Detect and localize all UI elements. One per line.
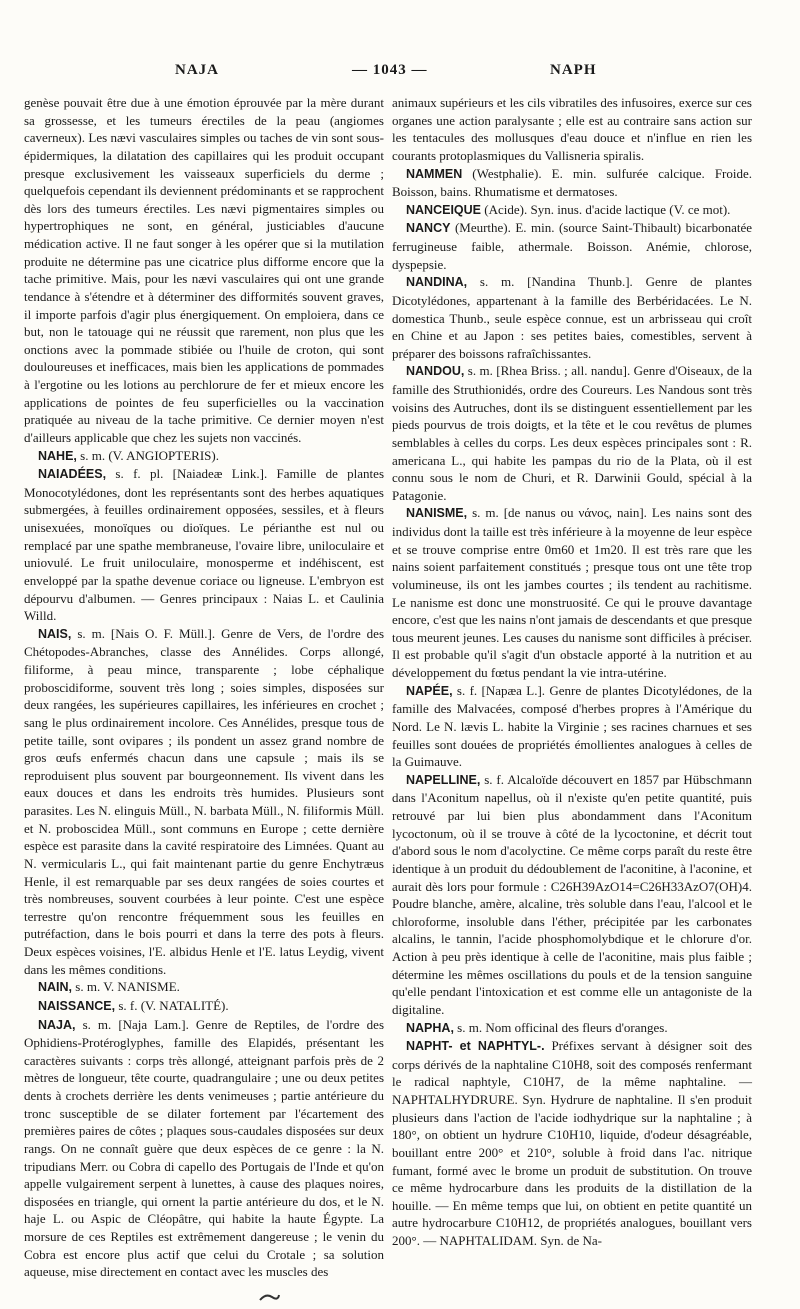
entry-headword: NANDOU,: [406, 364, 465, 379]
entry-headword: NAPELLINE,: [406, 772, 481, 787]
dictionary-entry: [24, 625, 384, 979]
running-header: [0, 62, 800, 84]
entry-text: s. f. Alcaloïde découvert en 1857 par Hübschmann dans l'Aconitum napellus, où il n'existe qu'en petite quantité, puis retrouvé par lui bien plus abondamment dans l'Aconitum lycoctonum, où il se trouve à côté de la lycoctonine, et décrit tout d'abord sous le nom d'acolyctine. Ce même corps paraît du reste être identique à un produit du dédoublement de l'aconitine, à l'aconine, et aurait dès lors pour formule : C26H39AzO14=C26H33AzO7(OH)4. Poudre blanche, amère, alcaline, très soluble dans l'eau, l'alcool et le chloroforme, insoluble dans l'éther, précipitée par les carbonates alcalins, le tannin, l'acide phosphomolybdique et le chlorure d'or. Action à peu près identique à celle de l'aconitine, mais plus faible ; détermine les mêmes oscillations du pouls et de la tension sanguine qu'elle pendant l'intoxication et est comme elle un antagoniste de la digitaline.: [392, 771, 752, 1017]
entry-headword: NAJA,: [38, 1017, 76, 1032]
header-left-word: NAJA: [175, 62, 219, 78]
dictionary-entry: [392, 362, 752, 504]
continued-paragraph: [24, 94, 384, 447]
entry-headword: NANCEIQUE: [406, 202, 482, 217]
entry-text: (Meurthe). E. min. (source Saint-Thibault) bicarbonatée ferrugineuse faible, athermale. Boisson. Anémie, chlorose, dyspepsie.: [392, 220, 753, 272]
entry-headword: NAPHA,: [406, 1020, 454, 1035]
entry-text: (Westphalie). E. min. sulfurée calcique. Froide. Boisson, bains. Rhumatisme et dermatoses.: [392, 165, 753, 200]
entry-text: s. f. (V. NATALITÉ).: [118, 997, 229, 1013]
left-column: [24, 94, 384, 1281]
entry-text: s. m. [Nandina Thunb.]. Genre de plantes Dicotylédones, appartenant à la famille des Berbéridacées. Le N. domestica Thunb., seule espèce connue, est un arbrisseau qui croît en Chine et au Japon : ses petites baies, comestibles, servent à préparer des boissons rafraîchissantes.: [392, 274, 752, 361]
entry-text: (Acide). Syn. inus. d'acide lactique (V. ce mot).: [484, 201, 731, 217]
entry-headword: NAISSANCE,: [38, 998, 116, 1013]
dictionary-entry: [24, 447, 384, 466]
entry-text: s. m. [Naja Lam.]. Genre de Reptiles, de l'ordre des Ophidiens-Protéroglyphes, famille des Elapidés, présentant les caractères suivants : corps très allongé, atteignant parfois près de 2 mètres de longueur, tête courte, quadrangulaire ; une ou deux petites dents à crochets derrière les dents venimeuses ; partie antérieure du tronc susceptible de se dilater fortement par l'écartement des premières paires de côtes ; plaques sous-caudales disposées sur deux rangs. On ne connaît guère que deux espèces de ce genre : la N. tripudians Merr. ou Cobra di capello des Portugais de l'Inde et qu'on appelle vulgairement serpent à lunettes, à cause des plaques noires, disposées en triangle, qui ornent la partie antérieure du dos, et le N. haje L. ou Aspic de Cléopâtre, qui habite la haute Égypte. La morsure de ces Reptiles est extrêmement dangereuse ; le venin du Cobra est encore plus actif que celui du Crotale ; sa solution aqueuse, mise directement en contact avec les muscles des: [24, 1016, 384, 1280]
entry-text: Préfixes servant à désigner soit des corps dérivés de la naphtaline C10H8, soit des composés renfermant le radical naphtyle, C10H7, de la même naphtaline. — NAPHTALHYDRURE. Syn. Hydrure de naphtaline. Il s'en produit plusieurs dans l'action de l'acide iodhydrique sur la naphtaline ; à 180°, on obtient un hydrure C10H10, liquide, d'odeur désagréable, bouillant entre 200° et 210°, soluble à froid dans l'ac. nitrique fumant, formé avec le brome un produit de substitution. On trouve ce même hydrocarbure dans les produits de la distillation de la houille. — En même temps que lui, on obtient en petite quantité un autre hydrocarbure C10H12, de propriétés analogues, bouillant vers 200°. — NAPHTALIDAM. Syn. de Na-: [392, 1038, 753, 1248]
dictionary-entry: [24, 978, 384, 997]
entry-headword: NAMMEN: [406, 166, 463, 181]
entry-text: s. m. [de nanus ou νάνος, nain]. Les nains sont des individus dont la taille est très inférieure à la moyenne de leur espèce et se trouve comprise entre 0m60 et 1m20. Il est très rare que les nains soient parfaitement constitués ; presque tous ont une tête trop volumineuse, ils ont les jambes courtes ; ils tendent au rachitisme. Le nanisme est donc une monstruosité. Ce qui le prouve davantage encore, c'est que les nains n'ont jamais de descendants et que presque tous meurent jeunes. Les causes du nanisme sont difficiles à préciser. Il est probable qu'il s'agit d'un obstacle apporté à la nutrition et au développement du fœtus pendant la vie intra-utérine.: [392, 505, 752, 680]
right-column: [392, 94, 752, 1250]
dictionary-entry: [392, 201, 752, 220]
entry-text: s. f. [Napæa L.]. Genre de plantes Dicotylédones, de la famille des Malvacées, composé d'herbes propres à l'Amérique du Nord. Le N. lævis L. habite la Virginie ; ses racines charnues et ses feuilles sont douées de propriétés émollientes analogues à celles de la Guimauve.: [392, 682, 753, 770]
entry-headword: NANCY: [406, 221, 451, 236]
entry-text: s. m. [Nais O. F. Müll.]. Genre de Vers, de l'ordre des Chétopodes-Abranches, classe des Annélides. Corps allongé, filiforme, à peau mince, transparente ; lobe céphalique proboscidiforme, souvent très long ; soies simples, disposées sur deux rangées, les supérieures capillaires, les inférieures en crochet ; sang le plus ordinairement incolore. Ces Annélides, presque tous de petite taille, sont ovipares ; ils pondent un assez grand nombre de gros œufs enfermés chacun dans une capsule ; mais ils se reproduisent plus souvent par bourgeonnement. Ils vivent dans les eaux douces et dans les endroits très humides. Plusieurs sont parasites. Les N. elinguis Müll., N. barbata Müll., N. filiformis Müll. et N. proboscidea Müll., sont communs en Europe ; cette dernière espèce est parasite dans la cavité respiratoire des Limnées. Quant au N. vermicularis L., qui fait maintenant partie du genre Enchytræus Henle, il est remarquable par ses deux rangées de soies courtes et très nombreuses, souvent courbées à leur pointe. C'est une espèce terrestre qu'on rencontre fréquemment sous les feuilles en putréfaction, dans le bois pourri et dans la terre des pots à fleurs. Deux espèces voisines, l'E. albidus Henle et l'E. latus Leydig, vivent dans les mêmes conditions.: [24, 625, 385, 977]
dictionary-entry: [392, 165, 752, 201]
dictionary-entry: [24, 1016, 384, 1281]
entry-headword: NAPHT- et NAPHTYL-.: [406, 1039, 545, 1054]
dictionary-entry: [392, 504, 752, 681]
entry-text: animaux supérieurs et les cils vibratiles des infusoires, exerce sur ces organes une action paralysante ; elle est au contraire sans action sur les tentacules des mollusques d'eau douce et n'influe en rien les courants protoplasmiques du Vallisneria spiralis.: [392, 95, 752, 163]
ink-mark-icon: [258, 1292, 280, 1302]
entry-headword: NANISME,: [406, 506, 468, 521]
dictionary-entry: [392, 273, 752, 362]
dictionary-entry: [392, 682, 752, 771]
entry-text: s. m. Nom officinal des fleurs d'oranges.: [457, 1019, 668, 1035]
entry-headword: NANDINA,: [406, 275, 468, 290]
continued-paragraph: [392, 94, 752, 165]
entry-text: genèse pouvait être due à une émotion éprouvée par la mère durant sa grossesse, et les tumeurs érectiles de la peau (angiomes caverneux). Les nævi vasculaires simples ou taches de vin sont sous-épidermiques, la dilatation des capillaires qui les produit occupant presque exclusivement les vaisseaux superficiels du derme ; quelquefois cependant ils deviennent prédominants et se rapprochent dès lors des tumeurs érectiles. Les nævi pigmentaires simples ou hypertrophiques ne sont, en général, justiciables d'aucune médication active. Il ne faut songer à les opérer que si la mutilation produite ne détermine pas une cicatrice plus difforme encore que la tache primitive. Mais, pour les nævi vasculaires qui ont une grande tendance à s'étendre et à déterminer des difformités souvent graves, il importe parfois d'agir plus énergiquement. On emploiera, dans ce but, non le tatouage qui ne réussit que rarement, non plus que les onctions avec la pommade stibiée ou l'huile de croton, qui sont douloureuses et inefficaces, mais bien les applications de pommades à l'ergotine ou les lotions au perchlorure de fer et mieux encore les applications de pointes de feu superficielles ou la vaccination pratiquée au niveau de la tache primitive. Ce dernier moyen n'est d'ailleurs applicable que chez les sujets non vaccinés.: [24, 95, 384, 445]
entry-headword: NAIADÉES,: [38, 467, 107, 482]
header-right-word: NAPH: [550, 62, 597, 78]
dictionary-entry: [24, 997, 384, 1016]
page-number: — 1043 —: [352, 62, 428, 78]
dictionary-entry: [392, 1019, 752, 1038]
entry-text: s. m. V. NANISME.: [75, 979, 180, 995]
entry-headword: NAHE,: [38, 448, 77, 463]
entry-text: s. m. (V. ANGIOPTERIS).: [80, 447, 219, 463]
entry-headword: NAIN,: [38, 980, 73, 995]
entry-text: s. m. [Rhea Briss. ; all. nandu]. Genre d'Oiseaux, de la famille des Struthionidés, ordre des Coureurs. Les Nandous sont très voisins des Autruches, dont ils se distinguent essentiellement par les pieds pourvus de trois doigts, et la tête et le cou revêtus de plumes semblables à celles du corps. Les deux espèces principales sont : R. americana L., qui habite les pampas du rio de la Plata, où il est connu sous le nom de Churi, et R. Darwinii Gould, spécial à la Patagonie.: [392, 363, 753, 503]
dictionary-entry: [24, 465, 384, 625]
entry-text: s. f. pl. [Naiadeæ Link.]. Famille de plantes Monocotylédones, dont les représentants sont des herbes aquatiques submergées, à feuilles ordinairement opposées, sessiles, et à fleurs unisexuées, monoïques ou dioïques. Le périanthe est nul ou remplacé par une spathe membraneuse, l'ovaire libre, uniloculaire et uniovulé. Le fruit uniloculaire, monosperme et indéhiscent, est enveloppé par la spathe devenue coriace ou ligneuse. L'embryon est dépourvu d'albumen. — Genres principaux : Naias L. et Caulinia Willd.: [24, 466, 384, 624]
dictionary-entry: [392, 771, 752, 1019]
dictionary-entry: [392, 219, 752, 273]
entry-headword: NAIS,: [38, 626, 72, 641]
entry-headword: NAPÉE,: [406, 683, 453, 698]
dictionary-entry: [392, 1037, 752, 1250]
